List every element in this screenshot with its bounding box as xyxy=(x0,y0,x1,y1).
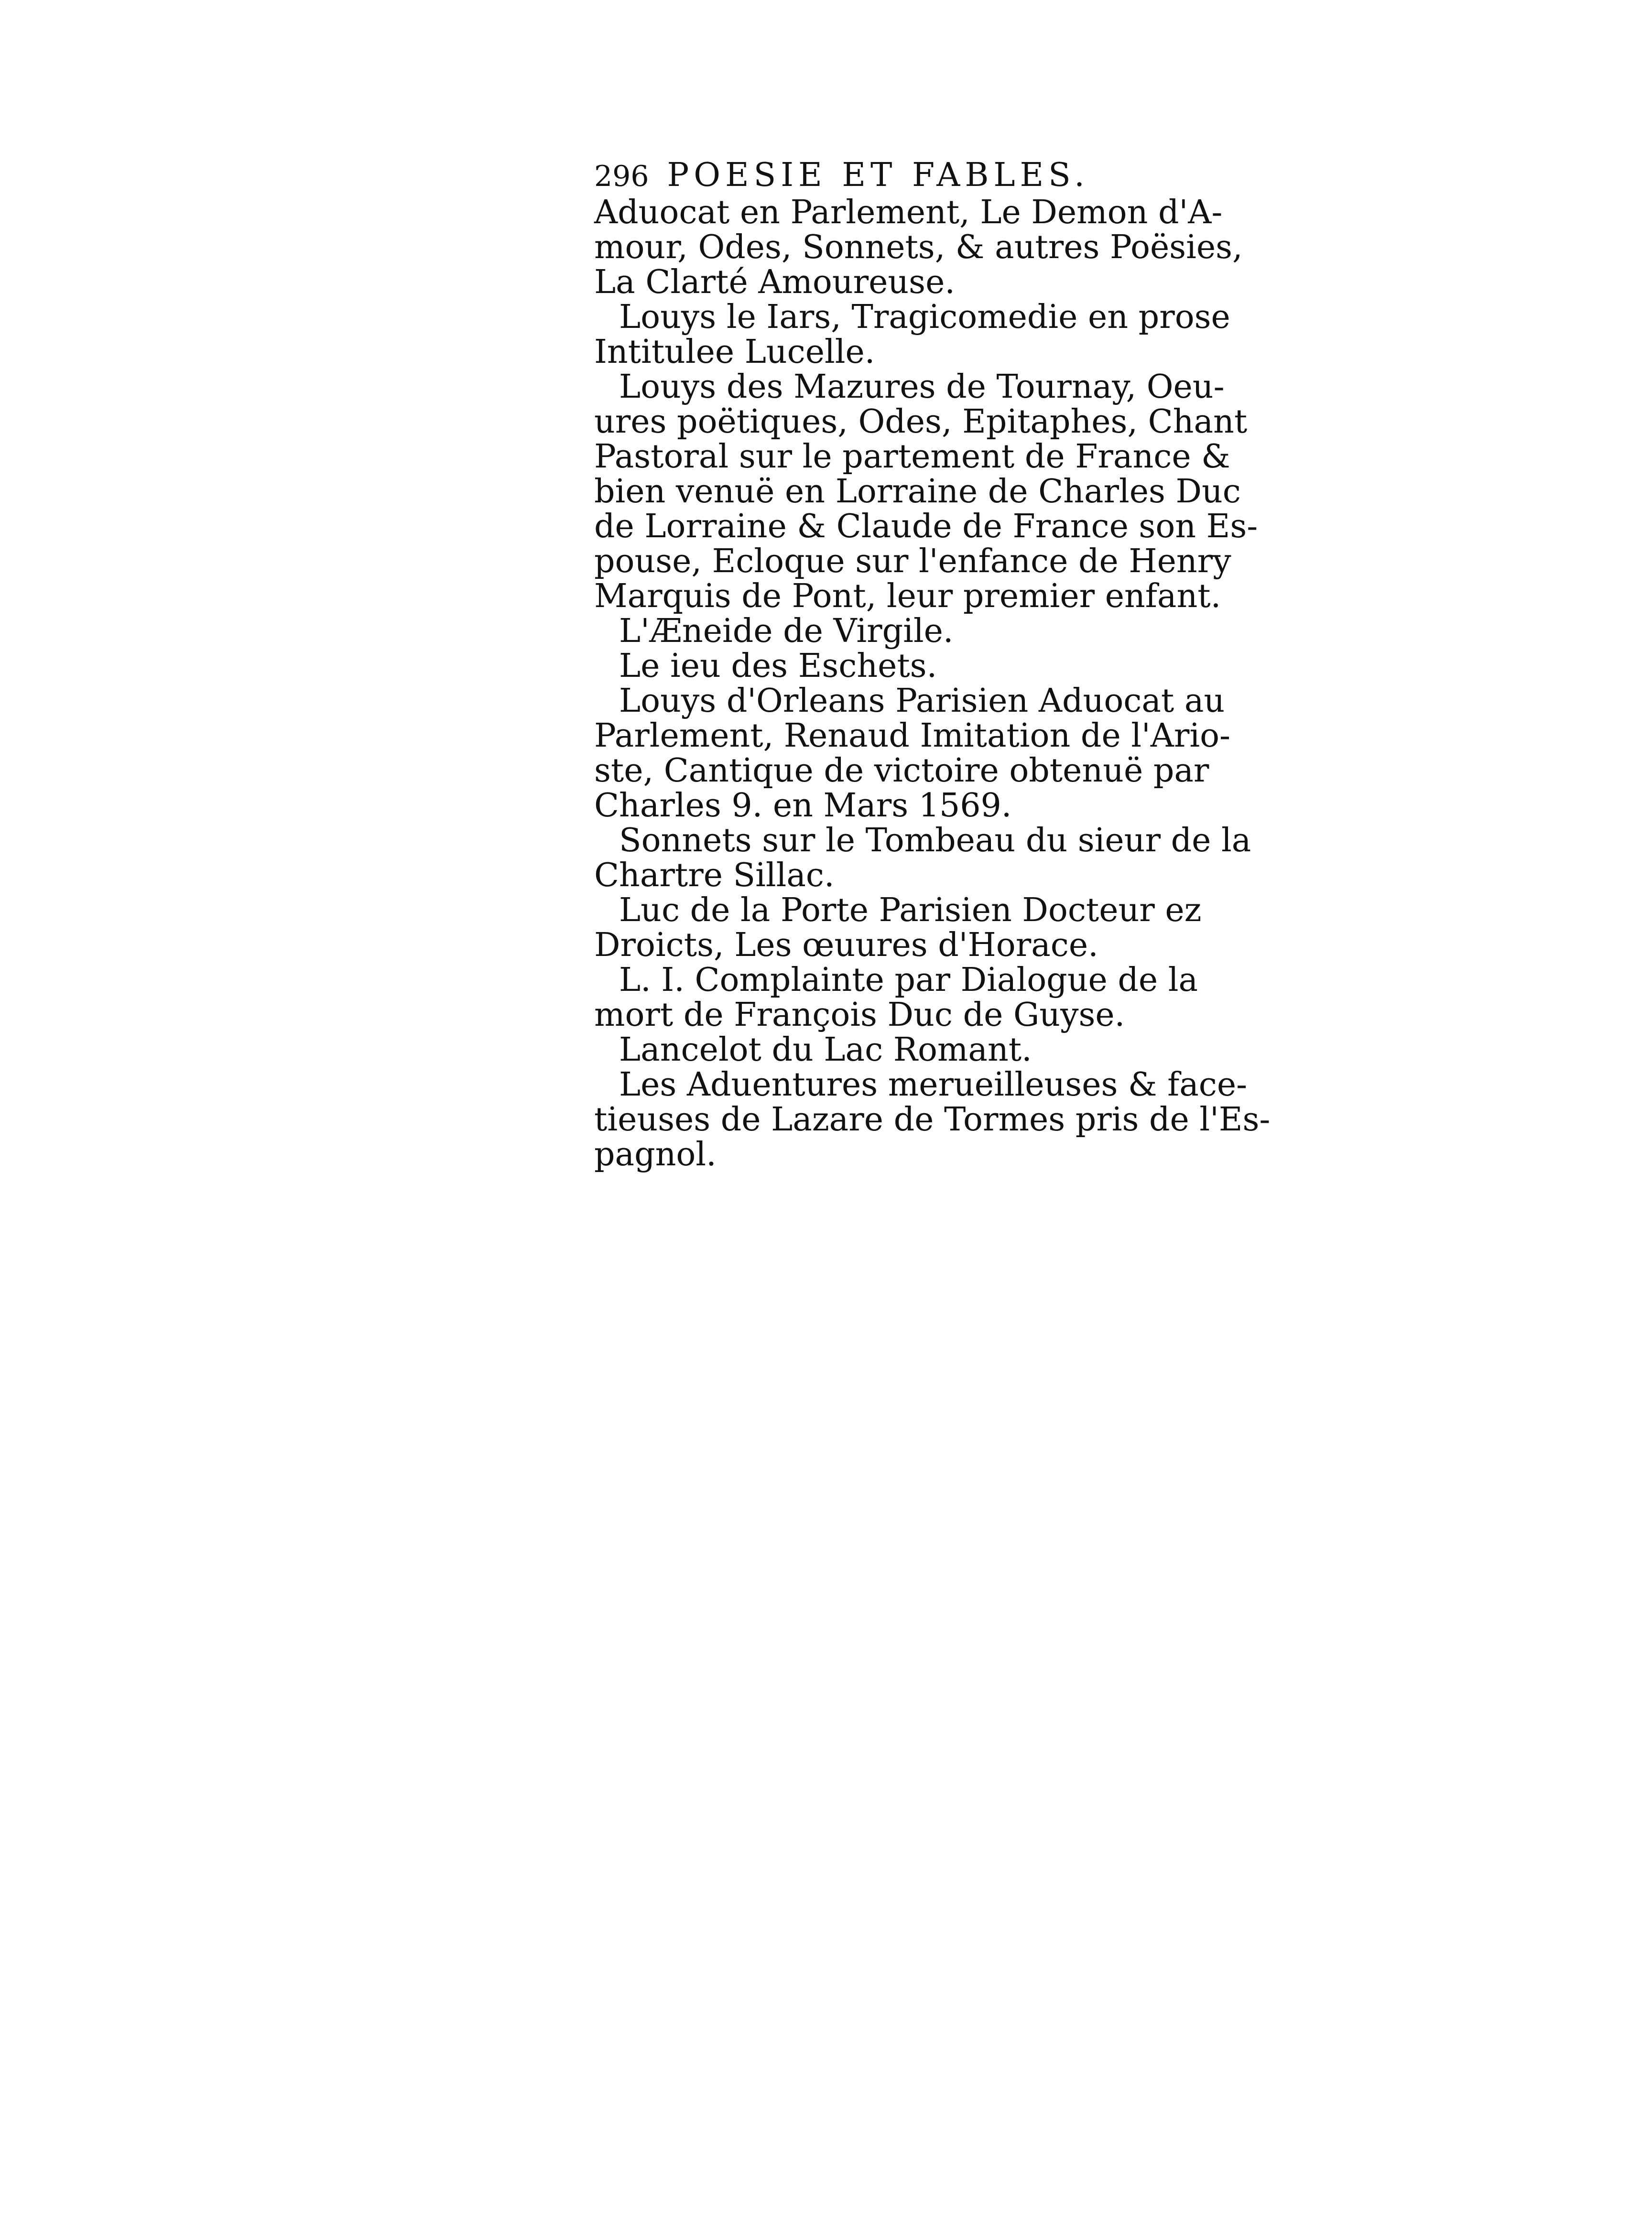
running-title: POESIE ET FABLES. xyxy=(667,156,1089,194)
text-line: Pastoral sur le partement de France & xyxy=(594,438,1230,476)
text-line: L'Æneide de Virgile. xyxy=(619,612,954,650)
text-line: ures poëtiques, Odes, Epitaphes, Chant xyxy=(594,403,1248,441)
text-line: Chartre Sillac. xyxy=(594,857,835,894)
text-line: Louys le Iars, Tragicomedie en prose xyxy=(619,298,1230,336)
text-line: Intitulee Lucelle. xyxy=(594,333,875,371)
text-line: Le ieu des Eschets. xyxy=(619,647,937,685)
text-line: Marquis de Pont, leur premier enfant. xyxy=(594,577,1221,615)
text-line: Louys d'Orleans Parisien Aduocat au xyxy=(619,682,1225,720)
text-lines xyxy=(594,194,1271,1173)
text-line: Lancelot du Lac Romant. xyxy=(619,1031,1032,1069)
text-line: pagnol. xyxy=(594,1136,717,1173)
text-line: tieuses de Lazare de Tormes pris de l'Es- xyxy=(594,1101,1271,1139)
text-line: Droicts, Les œuures d'Horace. xyxy=(594,926,1098,964)
text-line: pouse, Ecloque sur l'enfance de Henry xyxy=(594,543,1231,580)
text-line: Charles 9. en Mars 1569. xyxy=(594,787,1012,825)
text-line: Les Aduentures merueilleuses & face- xyxy=(619,1066,1248,1104)
page-number: 296 xyxy=(594,160,649,193)
text-line: Sonnets sur le Tombeau du sieur de la xyxy=(619,822,1251,859)
text-line: Louys des Mazures de Tournay, Oeu- xyxy=(619,368,1225,406)
text-line: ste, Cantique de victoire obtenuë par xyxy=(594,752,1209,790)
text-line: mort de François Duc de Guyse. xyxy=(594,996,1125,1034)
text-line: Luc de la Porte Parisien Docteur ez xyxy=(619,891,1202,929)
text-line: Aduocat en Parlement, Le Demon d'A- xyxy=(594,194,1223,231)
running-head xyxy=(594,158,1132,194)
text-block xyxy=(594,156,1271,1173)
text-line: La Clarté Amoureuse. xyxy=(594,263,955,301)
text-line: bien venuë en Lorraine de Charles Duc xyxy=(594,473,1241,510)
text-line: de Lorraine & Claude de France son Es- xyxy=(594,508,1258,545)
text-line: Parlement, Renaud Imitation de l'Ario- xyxy=(594,717,1231,755)
text-line: mour, Odes, Sonnets, & autres Poësies, xyxy=(594,228,1243,266)
text-line: L. I. Complainte par Dialogue de la xyxy=(619,961,1198,999)
